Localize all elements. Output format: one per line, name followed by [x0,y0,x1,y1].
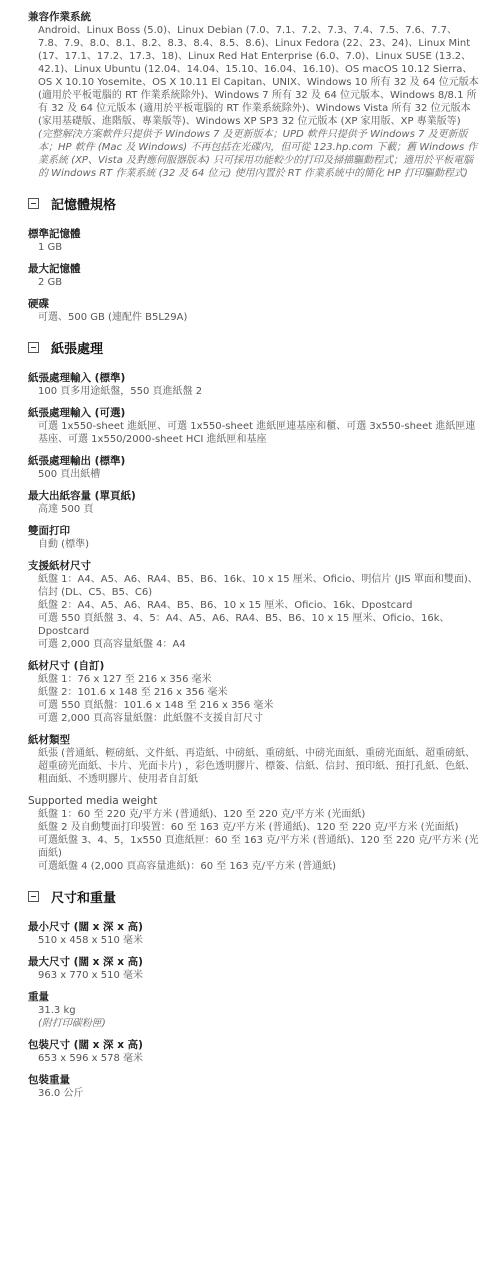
spec-value: 100 頁多用途紙盤，550 頁進紙盤 2 [38,386,203,397]
section-dims[interactable] [28,887,480,906]
spec-item [28,920,480,947]
spec-value: 紙張 (普通紙、輕磅紙、文件紙、再造紙、中磅紙、重磅紙、中磅光面紙、重磅光面紙、超重磅紙、超重磅光面紙、卡片、光面卡片) ，彩色透明膠片、標簽、信紙、信封、預印紙、預打孔紙、色紙、粗面紙、不透明膠片、使用者自訂紙 [38,748,476,785]
spec-value: 紙盤 1：60 至 220 克/平方米 (普通紙)、120 至 220 克/平方米 (光面紙) 紙盤 2 及自動雙面打印裝置：60 至 163 克/平方米 (普通紙)、120 至 220 克/平方米 (光面紙) 可選紙盤 3、4、5，1x550 頁進紙匣：60 至 163 克/平方米 (普通紙)、120 至 220 克/平方米 (光面紙) 可選紙盤 4 (2,000 頁高容量進紙)：60 至 163 克/平方米 (普通紙) [38,809,479,872]
spec-label: 最大尺寸 (闊 x 深 x 高) [28,956,143,968]
compat-note: (完整解決方案軟件只提供予 Windows 7 及更新版本；UPD 軟件只提供予 Windows 7 及更新版本；HP 軟件 (Mac 及 Windows) 不再包括在光碟內，但可從 123.hp.com 下載；舊 Windows 作業系統 (XP、Vista 及對應伺服器版本) 只可採用功能較少的打印及掃描驅動程式；適用於平板電腦的 Windows RT 作業系統 (32 及 64 位元) 使用內置於 RT 作業系統中的簡化 HP 打印驅動程式) [38,129,478,179]
spec-label: 紙張處理輸出 (標準) [28,455,126,467]
spec-label: 紙材類型 [28,734,70,746]
spec-label: 紙材尺寸 (自訂) [28,660,105,672]
collapse-icon[interactable] [28,891,39,902]
spec-value: 可選、500 GB (連配件 B5L29A) [38,312,188,323]
spec-item [28,1073,480,1100]
spec-item [28,990,480,1030]
spec-value: 500 頁出紙槽 [38,469,101,480]
spec-value: 1 GB [38,242,63,253]
spec-value: 可選 1x550-sheet 進紙匣、可選 1x550-sheet 進紙匣連基座和櫃、可選 3x550-sheet 進紙匣連基座、可選 1x550/2000-sheet HCI 進紙匣和基座 [38,421,476,445]
spec-value: 紙盤 1：A4、A5、A6、RA4、B5、B6、16k、10 x 15 厘米、Oficio、明信片 (JIS 單面和雙面)、信封 (DL、C5、B5、C6) 紙盤 2：A4、A5、A6、RA4、B5、B6、10 x 15 厘米、Oficio、16k、Dpostcard 可選 550 頁紙盤 3、4、5：A4、A5、A6、RA4、B5、B6、10 x 15 厘米、Oficio、16k、Dpostcard 可選 2,000 頁高容量紙盤 4：A4 [38,574,478,650]
spec-item [28,406,480,446]
compat-label: 兼容作業系統 [28,11,91,23]
spec-note: (附打印碳粉匣) [38,1018,106,1029]
paper-list [28,371,480,873]
spec-value: 653 x 596 x 578 毫米 [38,1053,143,1064]
spec-label: 最大出紙容量 (單頁紙) [28,490,136,502]
dims-list [28,920,480,1100]
compat-value: Android、Linux Boss (5.0)、Linux Debian (7.0、7.1、7.2、7.3、7.4、7.5、7.6、7.7、7.8、7.9、8.0、8.1、8.2、8.3、8.4、8.5、8.6)、Linux Fedora (22、23、24)、Linux Mint (17、17.1、17.2、17.3、18)、Linux Red Hat Enterprise (6.0、7.0)、Linux SUSE (13.2、42.1)、Linux Ubuntu (12.04、14.04、15.10、16.04、16.10)、OS macOS 10.12 Sierra、OS X 10.10 Yosemite、OS X 10.11 El Capitan、UNIX、Windows 10 所有 32 及 64 位元版本 (適用於平板電腦的 RT 作業系統除外)、Windows 7 所有 32 及 64 位元版本、Windows 8/8.1 所有 32 及 64 位元版本 (適用於平板電腦的 RT 作業系統除外)、Windows Vista 所有 32 位元版本 (家用基礎版、進階版、專業版等)、Windows XP SP3 32 位元版本 (XP 家用版、XP 專業版等) [38,25,479,127]
spec-label: 包裝尺寸 (闊 x 深 x 高) [28,1039,143,1051]
spec-label: 紙張處理輸入 (可選) [28,407,126,419]
spec-item [28,1038,480,1065]
spec-label: 紙張處理輸入 (標準) [28,372,126,384]
spec-item [28,297,480,324]
spec-value: 510 x 458 x 510 毫米 [38,935,143,946]
spec-item [28,659,480,725]
spec-value: 高達 500 頁 [38,504,94,515]
spec-label: Supported media weight [28,795,158,807]
spec-item [28,262,480,289]
spec-item [28,489,480,516]
collapse-icon[interactable] [28,198,39,209]
spec-label: 雙面打印 [28,525,70,537]
spec-label: 支援紙材尺寸 [28,560,91,572]
spec-item [28,524,480,551]
spec-value: 紙盤 1：76 x 127 至 216 x 356 毫米 紙盤 2：101.6 x 148 至 216 x 356 毫米 可選 550 頁紙盤：101.6 x 148 至 216 x 356 毫米 可選 2,000 頁高容量紙盤：此紙盤不支援自訂尺寸 [38,674,274,724]
spec-value: 31.3 kg [38,1005,76,1016]
section-title-paper: 紙張處理 [51,342,104,357]
spec-item [28,955,480,982]
section-title-dims: 尺寸和重量 [51,891,117,906]
collapse-icon[interactable] [28,342,39,353]
spec-item [28,733,480,786]
spec-label: 最小尺寸 (闊 x 深 x 高) [28,921,143,933]
spec-label: 最大記憶體 [28,263,81,275]
section-title-memory: 記憶體規格 [51,198,117,213]
spec-value: 963 x 770 x 510 毫米 [38,970,143,981]
spec-value: 36.0 公斤 [38,1088,84,1099]
spec-label: 重量 [28,991,49,1003]
section-paper[interactable] [28,338,480,357]
spec-label: 包裝重量 [28,1074,70,1086]
compat-block [28,10,480,180]
memory-list [28,227,480,324]
spec-item [28,454,480,481]
spec-label: 硬碟 [28,298,49,310]
section-memory[interactable] [28,194,480,213]
spec-value: 2 GB [38,277,63,288]
spec-value: 自動 (標準) [38,539,89,550]
spec-item [28,227,480,254]
spec-item [28,794,480,873]
spec-item [28,559,480,651]
spec-label: 標準記憶體 [28,228,81,240]
spec-item [28,371,480,398]
